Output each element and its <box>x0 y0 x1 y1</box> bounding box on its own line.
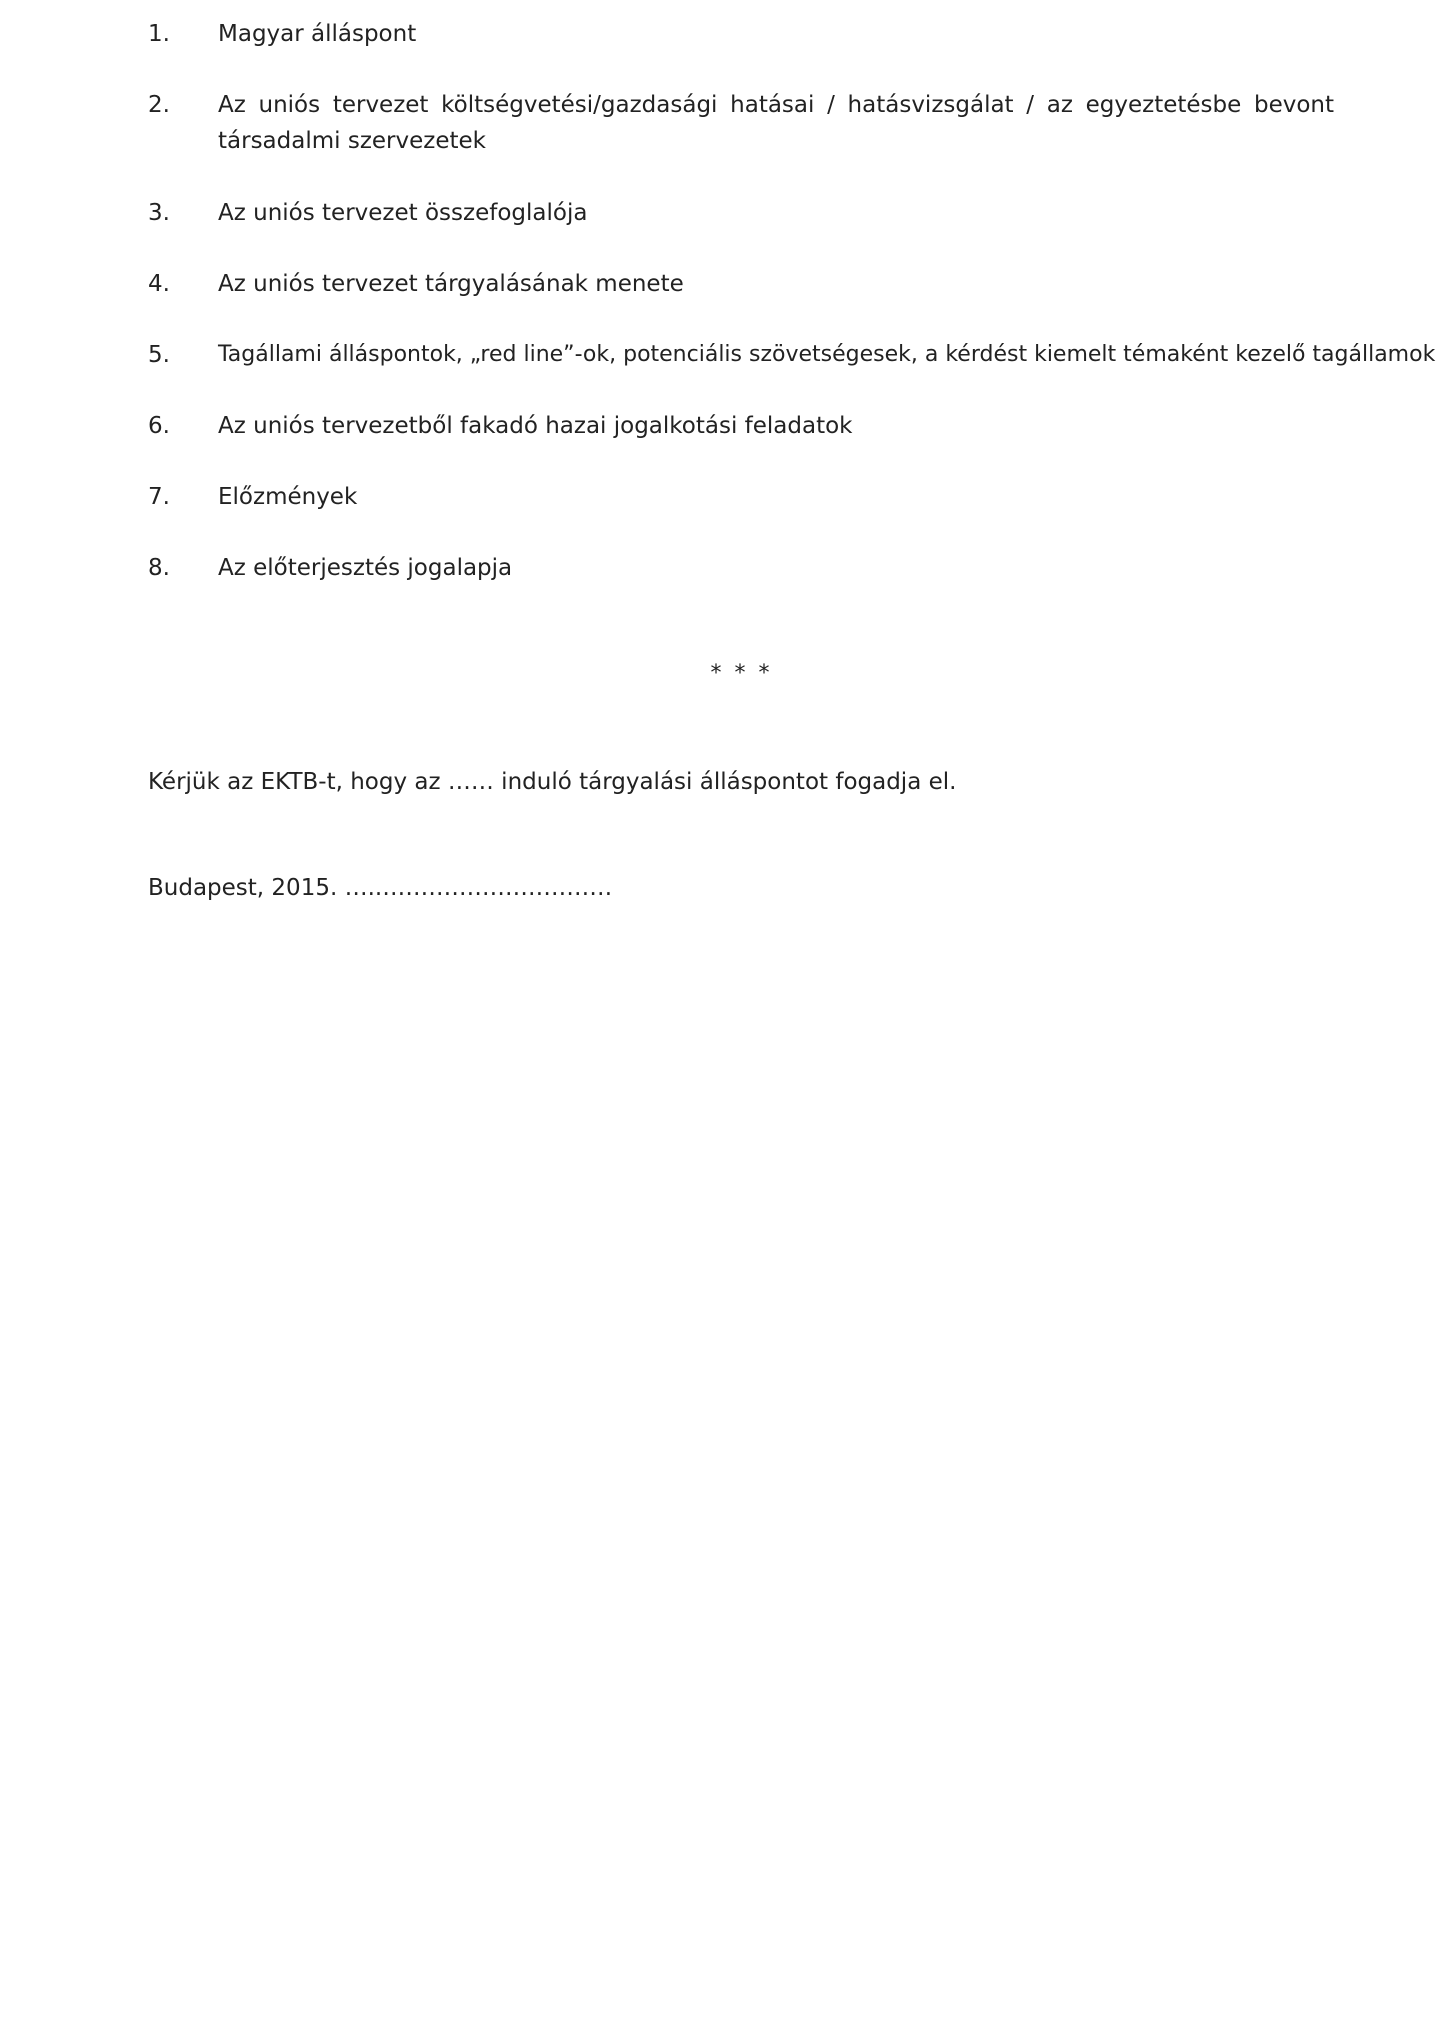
list-item-number: 3. <box>148 200 170 226</box>
list-item <box>148 195 1334 231</box>
list-item <box>148 87 1334 159</box>
list-item-number: 5. <box>148 342 170 368</box>
request-paragraph: Kérjük az EKTB-t, hogy az …… induló tárgyalási álláspontot fogadja el. <box>148 769 957 795</box>
list-item <box>148 479 1334 515</box>
list-item-text: Az uniós tervezet költségvetési/gazdasági hatásai / hatásvizsgálat / az egyeztetésbe bevont társadalmi szervezetek <box>218 92 1334 154</box>
list-item <box>148 337 1436 373</box>
list-item-number: 2. <box>148 92 170 118</box>
list-item-text: Az uniós tervezetből fakadó hazai jogalkotási feladatok <box>218 413 853 439</box>
list-item-text: Az előterjesztés jogalapja <box>218 555 513 581</box>
list-item <box>148 408 1334 444</box>
numbered-list <box>148 16 1436 586</box>
list-item <box>148 550 1334 586</box>
list-item-text: Az uniós tervezet összefoglalója <box>218 200 588 226</box>
list-item <box>148 16 1334 52</box>
list-item-number: 7. <box>148 484 170 510</box>
list-item-text: Magyar álláspont <box>218 21 417 47</box>
place-and-date: Budapest, 2015. …..………………………… <box>148 875 613 901</box>
list-item-text: Az uniós tervezet tárgyalásának menete <box>218 271 684 297</box>
section-separator: * * * <box>710 661 773 686</box>
list-item-number: 4. <box>148 271 170 297</box>
list-item-number: 8. <box>148 555 170 581</box>
list-item-text: Előzmények <box>218 484 358 510</box>
list-item-text: Tagállami álláspontok, „red line”-ok, potenciális szövetségesek, a kérdést kiemelt témaként kezelő tagállamok <box>218 342 1436 367</box>
list-item <box>148 266 1334 302</box>
list-item-number: 1. <box>148 21 170 47</box>
list-item-number: 6. <box>148 413 170 439</box>
